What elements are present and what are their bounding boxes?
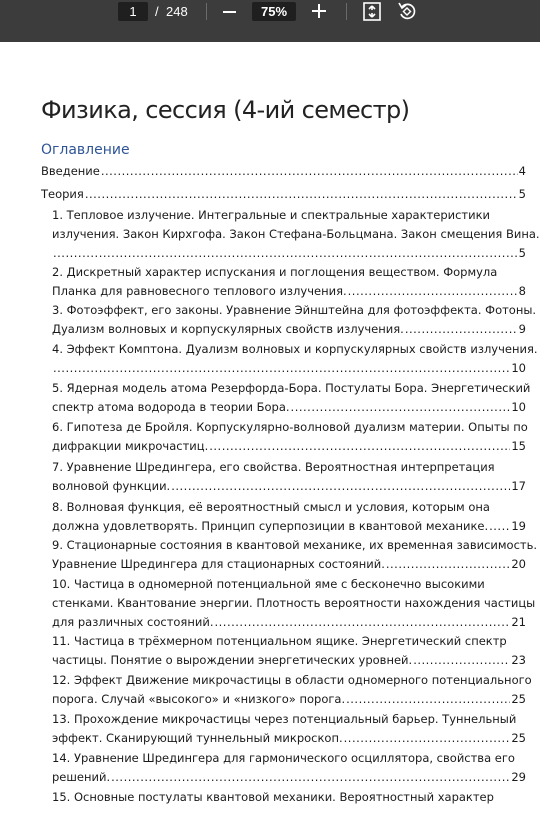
toc-entry-page: 10 [511, 361, 526, 375]
toc-entry-title-line: волновой функции. [52, 479, 171, 493]
page-separator: / [155, 4, 159, 19]
toc-entry-2[interactable] [52, 263, 526, 301]
toc-entry-page: 8 [518, 284, 526, 298]
toc-entry-title-line: 10. Частица в одномерной потенциальной яме с бесконечно высокими [52, 577, 485, 591]
toc-entry-introduction[interactable] [41, 162, 526, 181]
toc-entry-title-line: 15. Основные постулаты квантовой механики. Вероятностный характер [52, 790, 494, 804]
toc-entry-page: 5 [518, 246, 526, 260]
toc-entry-page: 20 [511, 557, 526, 571]
toc-entry-8[interactable] [52, 498, 526, 536]
toc-entry-page: 25 [511, 731, 526, 745]
toc-entry-7[interactable] [52, 458, 526, 496]
toc-entry-page: 9 [518, 322, 526, 336]
toc-entry-title: Теория [41, 187, 84, 201]
toc-entry-title-line: 3. Фотоэффект, его законы. Уравнение Эйнштейна для фотоэффекта. Фотоны. [52, 303, 537, 317]
rotate-icon [396, 1, 418, 22]
toc-entry-title-line: 1. Тепловое излучение. Интегральные и спектральные характеристики [52, 208, 491, 222]
toc-heading: Оглавление [41, 142, 130, 158]
toc-entry-title-line: эффект. Сканирующий туннельный микроскоп. [52, 731, 343, 745]
toc-entry-page: 21 [511, 615, 526, 629]
toc-entry-10[interactable] [52, 575, 536, 632]
toc-entry-title-line: Дуализм волновых и корпускулярных свойств излучения. [52, 322, 404, 336]
toc-entry-title-line: 7. Уравнение Шредингера, его свойства. Вероятностная интерпретация [52, 460, 495, 474]
toc-entry-page: 29 [511, 770, 526, 784]
fit-page-icon [361, 1, 383, 22]
toc-entry-title-line: дифракции микрочастиц. [52, 439, 209, 453]
toc-entry-title-line: стенками. Квантование энергии. Плотность вероятности нахождения частицы [52, 596, 536, 610]
toc-entry-title-line: 6. Гипотеза де Бройля. Корпускулярно-волновой дуализм материи. Опыты по [52, 420, 528, 434]
toc-entry-title-line: 9. Стационарные состояния в квантовой механике, их временная зависимость. [52, 538, 538, 552]
toc-entry-6[interactable] [52, 418, 526, 456]
zoom-level-input[interactable]: 75% [252, 2, 296, 21]
total-pages: 248 [166, 4, 188, 19]
toc-entry-title-line: Планка для равновесного теплового излучения. [52, 284, 347, 298]
zoom-in-button[interactable] [308, 1, 330, 22]
toc-entry-title-line: 13. Прохождение микрочастицы через потенциальный барьер. Туннельный [52, 712, 517, 726]
toc-entry-title-line: для различных состояний. [52, 615, 214, 629]
fit-to-page-button[interactable] [361, 1, 383, 22]
toc-entry-4[interactable] [52, 340, 538, 378]
toc-entry-title-line: 11. Частица в трёхмерном потенциальном ящике. Энергетический спектр [52, 634, 507, 648]
toc-entry-title-line: 4. Эффект Комптона. Дуализм волновых и корпускулярных свойств излучения. [52, 342, 538, 356]
toc-entry-page: 5 [518, 187, 526, 201]
toc-entry-13[interactable] [52, 710, 526, 748]
toc-entry-title-line: 2. Дискретный характер испускания и поглощения веществом. Формула [52, 265, 498, 279]
toc-entry-5[interactable] [52, 379, 531, 417]
toc-entry-page: 25 [511, 692, 526, 706]
toc-entry-1[interactable] [52, 206, 540, 263]
toc-entry-14[interactable] [52, 749, 526, 787]
toc-entry-11[interactable] [52, 632, 526, 670]
minus-icon [223, 11, 236, 13]
toc-entry-title-line: излучения. Закон Кирхгофа. Закон Стефана-Больцмана. Закон смещения Вина. [52, 227, 540, 241]
current-page-input[interactable]: 1 [118, 2, 148, 21]
toc-entry-title-line: должна удовлетворять. Принцип суперпозиции в квантовой механике. [52, 519, 489, 533]
toc-entry-title-line: 12. Эффект Движение микрочастицы в области одномерного потенциального [52, 673, 532, 687]
toc-entry-page: 4 [518, 164, 526, 178]
pdf-toolbar [0, 0, 540, 42]
toc-entry-12[interactable] [52, 671, 532, 709]
toc-entry-15[interactable] [52, 788, 526, 807]
toc-entry-title-line: Уравнение Шредингера для стационарных состояний. [52, 557, 385, 571]
toc-entry-title-line: порога. Случай «высокого» и «низкого» порога. [52, 692, 346, 706]
toolbar-divider [206, 3, 207, 20]
rotate-button[interactable] [396, 1, 418, 22]
toc-entry-page: 15 [511, 439, 526, 453]
toc-entry-title: Введение [41, 164, 100, 178]
toc-entry-3[interactable] [52, 301, 537, 339]
toc-entry-title-line: спектр атома водорода в теории Бора. [52, 400, 290, 414]
document-title: Физика, сессия (4-ий семестр) [41, 96, 410, 124]
toc-entry-title-line: 5. Ядерная модель атома Резерфорда-Бора. Постулаты Бора. Энергетический [52, 381, 531, 395]
toc-entry-page: 17 [511, 479, 526, 493]
zoom-out-button[interactable] [218, 1, 240, 22]
toc-entry-title-line: 14. Уравнение Шредингера для гармонического осциллятора, свойства его [52, 751, 515, 765]
toc-entry-page: 10 [511, 400, 526, 414]
toc-entry-title-line: 8. Волновая функция, её вероятностный смысл и условия, которым она [52, 500, 490, 514]
toc-entry-title-line: частицы. Понятие о вырождении энергетических уровней. [52, 653, 413, 667]
toc-entry-page: 19 [511, 519, 526, 533]
toc-entry-theory[interactable] [41, 185, 526, 204]
toc-entry-9[interactable] [52, 536, 538, 574]
document-page [0, 42, 540, 816]
toolbar-divider [346, 3, 347, 20]
toc-entry-page: 23 [511, 653, 526, 667]
toc-entry-title-line: решений. [52, 770, 111, 784]
